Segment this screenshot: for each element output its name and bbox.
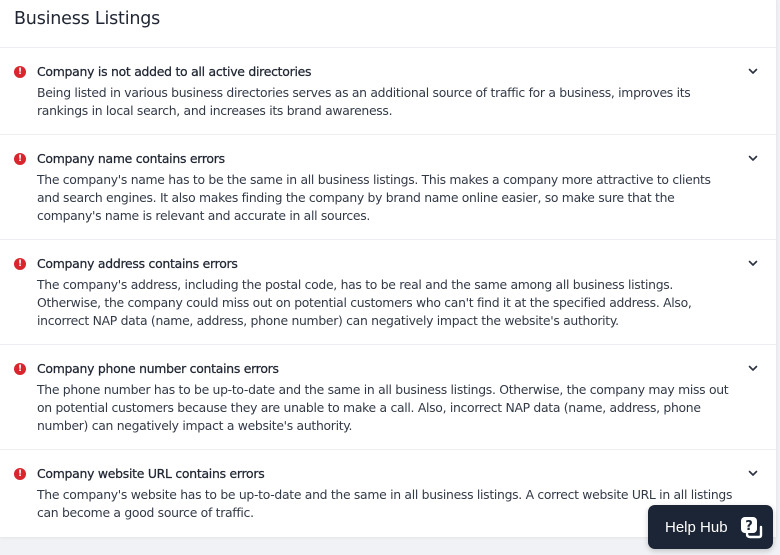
chevron-down-icon[interactable] — [747, 362, 759, 374]
issue-item-name[interactable] — [0, 135, 776, 240]
issue-item-address[interactable] — [0, 240, 776, 345]
chevron-down-icon[interactable] — [747, 257, 759, 269]
issue-description: Being listed in various business directories serves as an additional source of traffic for a business, improves its rankings in local search, and increases its brand awareness. — [37, 85, 691, 118]
chevron-down-icon[interactable] — [747, 467, 759, 479]
alert-circle-icon: ! — [14, 153, 26, 165]
page-title: Business Listings — [14, 9, 161, 29]
card-header — [0, 0, 776, 48]
issue-title: Company phone number contains errors — [37, 361, 279, 376]
issue-title: Company is not added to all active directories — [37, 64, 312, 79]
help-hub-button[interactable] — [648, 505, 773, 549]
issue-description: The company's name has to be the same in all business listings. This makes a company more attractive to clients and search engines. It also makes finding the company by brand name online easier, so make sure that the company's name is relevant and accurate in all sources. — [37, 172, 711, 223]
alert-circle-icon: ! — [14, 363, 26, 375]
issue-item-phone[interactable] — [0, 345, 776, 450]
issue-title: Company name contains errors — [37, 151, 225, 166]
alert-circle-icon: ! — [14, 66, 26, 78]
issue-description: The company's website has to be up-to-date and the same in all business listings. A correct website URL in all listings can become a good source of traffic. — [37, 487, 733, 520]
issue-description: The company's address, including the postal code, has to be real and the same among all business listings. Otherwise, the company could miss out on potential customers who can't find it at the specified address. Also, incorrect NAP data (name, address, phone number) can negatively impact the website's authority. — [37, 277, 692, 328]
svg-text:?: ? — [745, 519, 753, 534]
issue-title: Company address contains errors — [37, 256, 238, 271]
alert-circle-icon: ! — [14, 468, 26, 480]
issue-description: The phone number has to be up-to-date and the same in all business listings. Otherwise, the company may miss out on potential customers because they are unable to make a call. Also, incorrect NAP data (name, address, phone number) can negatively impact a website's authority. — [37, 382, 729, 433]
chevron-down-icon[interactable] — [747, 65, 759, 77]
chevron-down-icon[interactable] — [747, 152, 759, 164]
alert-circle-icon: ! — [14, 258, 26, 270]
issue-title: Company website URL contains errors — [37, 466, 265, 481]
issue-item-directories[interactable] — [0, 48, 776, 135]
help-hub-label: Help Hub — [665, 518, 728, 536]
help-chat-icon — [739, 515, 763, 539]
